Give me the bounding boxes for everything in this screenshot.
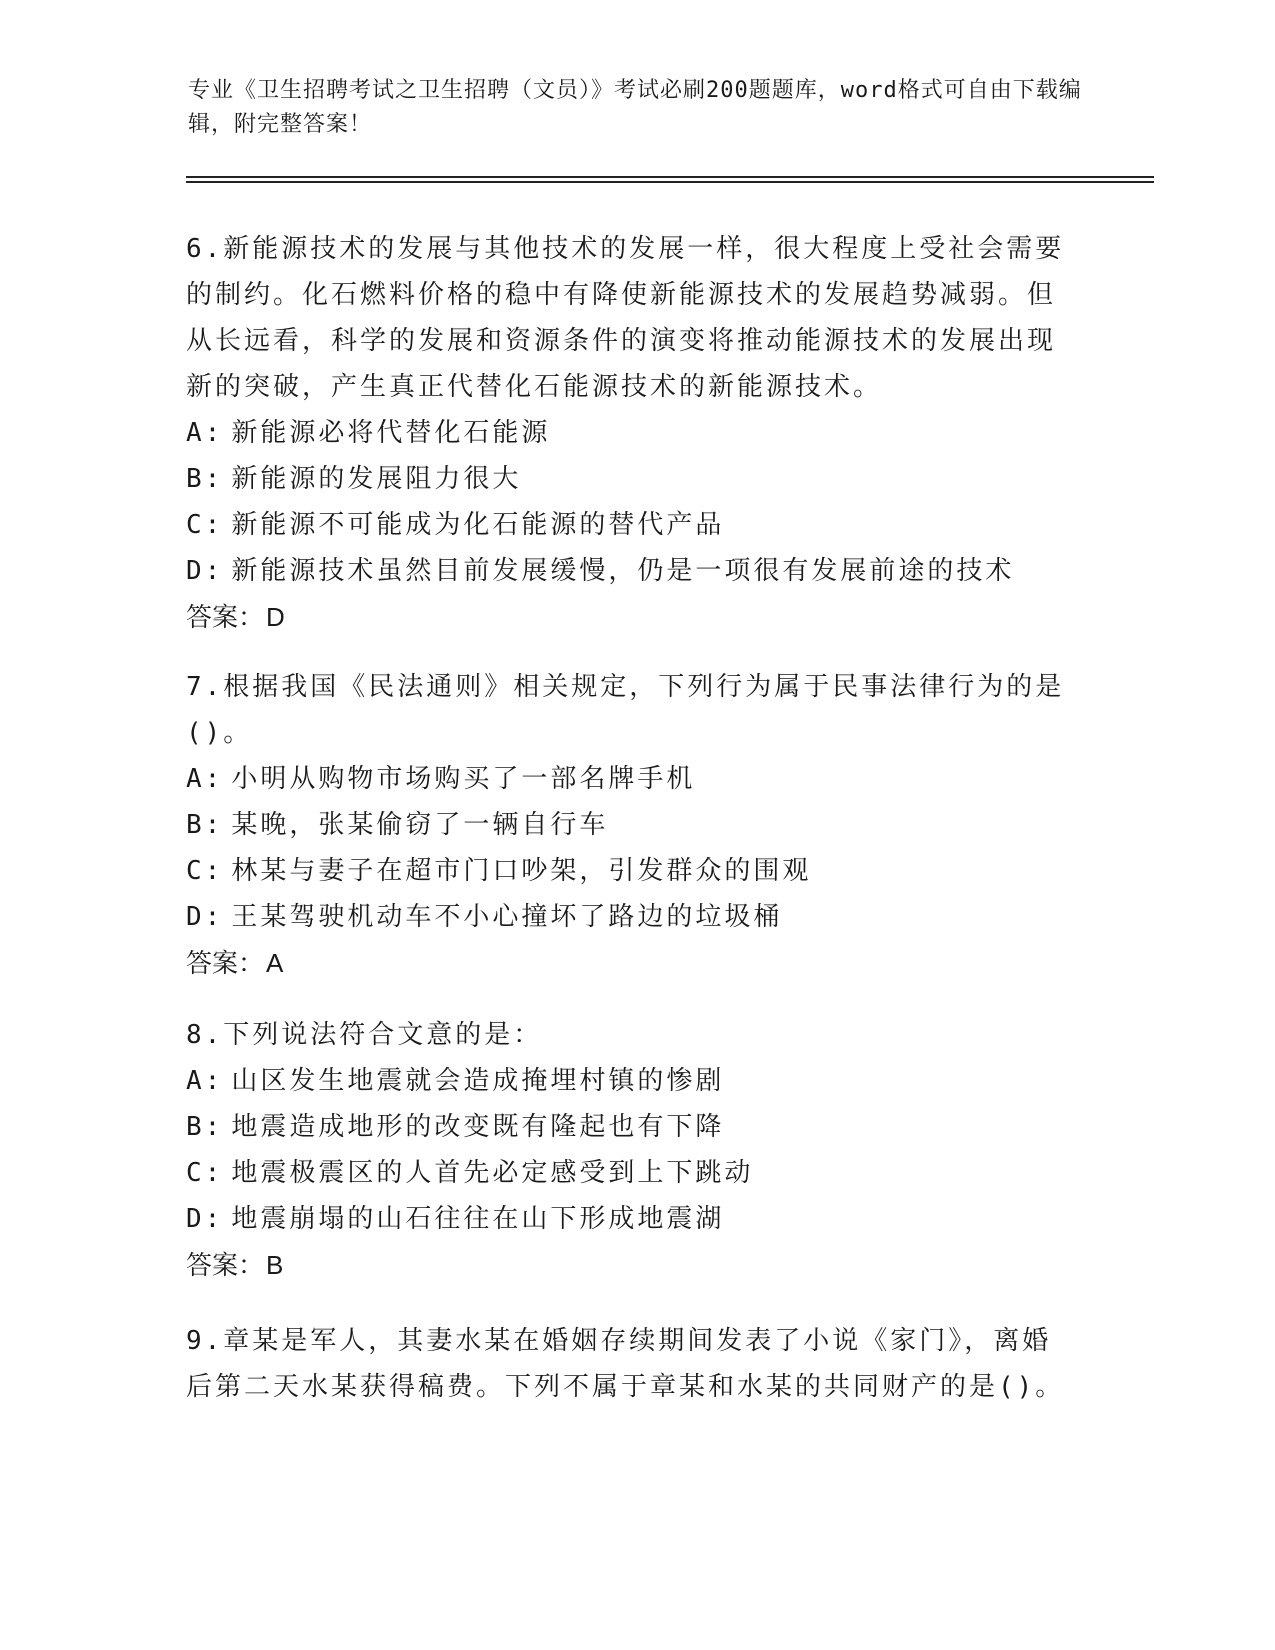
answer-label: 答案： — [186, 602, 265, 632]
answer-label: 答案： — [186, 948, 265, 978]
option-text: 王某驾驶机动车不小心撞坏了路边的垃圾桶 — [231, 902, 783, 932]
option-text: 地震造成地形的改变既有隆起也有下降 — [231, 1112, 725, 1142]
answer-label: 答案： — [186, 1250, 265, 1280]
option-d — [186, 548, 1066, 594]
option-label: A: — [186, 418, 224, 448]
question-7 — [186, 664, 1066, 986]
option-label: B: — [186, 1112, 224, 1142]
answer-line — [186, 594, 1066, 640]
option-a — [186, 1058, 1066, 1104]
option-text: 新能源技术虽然目前发展缓慢，仍是一项很有发展前途的技术 — [231, 556, 1015, 586]
option-label: D: — [186, 556, 224, 586]
option-c — [186, 502, 1066, 548]
question-stem: 9.章某是军人，其妻水某在婚姻存续期间发表了小说《家门》，离婚后第二天水某获得稿费。下列不属于章某和水某的共同财产的是()。 — [186, 1326, 1065, 1402]
option-label: B: — [186, 464, 224, 494]
option-label: C: — [186, 510, 224, 540]
option-label: D: — [186, 902, 224, 932]
option-a — [186, 756, 1066, 802]
question-stem: 8.下列说法符合文意的是： — [186, 1020, 543, 1050]
option-label: C: — [186, 856, 224, 886]
option-text: 新能源必将代替化石能源 — [231, 418, 551, 448]
question-stem: 6.新能源技术的发展与其他技术的发展一样，很大程度上受社会需要的制约。化石燃料价格的稳中有降使新能源技术的发展趋势减弱。但从长远看，科学的发展和资源条件的演变将推动能源技术的发展出现新的突破，产生真正代替化石能源技术的新能源技术。 — [186, 234, 1065, 402]
answer-value: B — [266, 1250, 284, 1280]
question-8 — [186, 1012, 1066, 1288]
option-b — [186, 1104, 1066, 1150]
option-text: 地震崩塌的山石往往在山下形成地震湖 — [231, 1204, 725, 1234]
question-stem: 7.根据我国《民法通则》相关规定，下列行为属于民事法律行为的是()。 — [186, 672, 1065, 748]
answer-line — [186, 1242, 1066, 1288]
option-d — [186, 894, 1066, 940]
option-label: B: — [186, 810, 224, 840]
option-c — [186, 848, 1066, 894]
option-text: 地震极震区的人首先必定感受到上下跳动 — [231, 1158, 754, 1188]
question-9 — [186, 1318, 1066, 1410]
option-d — [186, 1196, 1066, 1242]
option-text: 某晚，张某偷窃了一辆自行车 — [231, 810, 609, 840]
answer-value: D — [266, 602, 285, 632]
header-divider-second — [186, 181, 1154, 183]
option-text: 山区发生地震就会造成掩埋村镇的惨剧 — [231, 1066, 725, 1096]
option-b — [186, 456, 1066, 502]
answer-line — [186, 940, 1066, 986]
option-text: 新能源不可能成为化石能源的替代产品 — [231, 510, 725, 540]
option-c — [186, 1150, 1066, 1196]
document-header: 专业《卫生招聘考试之卫生招聘（文员）》考试必刷200题题库，word格式可自由下载编辑，附完整答案！ — [188, 78, 1082, 137]
option-label: A: — [186, 1066, 224, 1096]
option-text: 小明从购物市场购买了一部名牌手机 — [231, 764, 696, 794]
option-label: D: — [186, 1204, 224, 1234]
question-6 — [186, 226, 1066, 640]
option-text: 林某与妻子在超市门口吵架，引发群众的围观 — [231, 856, 812, 886]
header-divider — [186, 176, 1154, 178]
option-label: C: — [186, 1158, 224, 1188]
answer-value: A — [266, 948, 284, 978]
option-b — [186, 802, 1066, 848]
option-a — [186, 410, 1066, 456]
option-label: A: — [186, 764, 224, 794]
option-text: 新能源的发展阻力很大 — [231, 464, 522, 494]
